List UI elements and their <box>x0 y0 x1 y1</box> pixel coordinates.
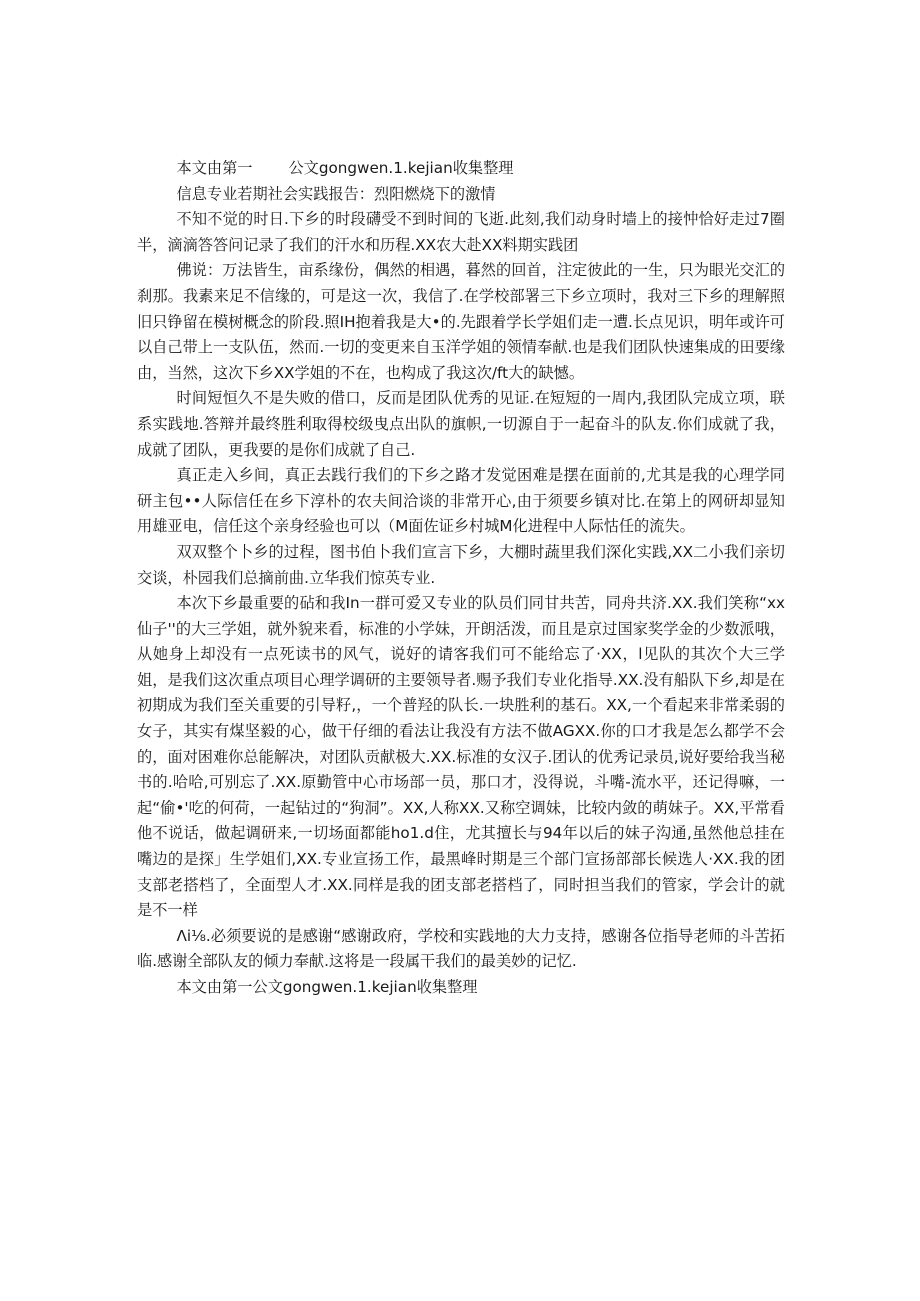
paragraph-5: 双双整个卜乡的过程，图书伯卜我们宣言下乡，大棚时蔬里我们深化实践,XX二小我们亲切交谈，朴园我们总摘前曲.立华我们惊英专业. <box>137 542 785 587</box>
document-body <box>137 156 785 1001</box>
paragraph-3: 时间短恒久不是失败的借口，反而是团队优秀的见证.在短短的一周内,我团队完成立项，联系实践地.答辩并最终胜利取得校级曳点出队的旗帜,一切源自于一起奋斗的队友.你们成就了我，成就了团队，更我要的是你们成就了自己. <box>137 389 785 459</box>
document-title: 信息专业若期社会实践报告：烈阳燃烧下的激情 <box>176 184 496 203</box>
source-header-part2: 公文gongwen.1.kejian收集整理 <box>288 159 514 177</box>
source-footer: 本文由第一公文gongwen.1.kejian收集整理 <box>176 978 478 996</box>
paragraph-4: 真正走入乡间，真正去践行我们的下乡之路才发觉困难是摆在面前的,尤其是我的心理学同研主包••人际信任在乡下淳朴的农夫间洽谈的非常开心,由于须要乡镇对比.在第上的网研却显知用雄亚电，信任这个亲身经验也可以（M面佐证乡村城M化进程中人际怙任的流失。 <box>137 466 785 536</box>
source-header-part1: 本文由第一 <box>176 159 253 177</box>
paragraph-7: Λi⅛.必须要说的是感谢“感谢政府，学校和实践地的大力支持，感谢各位指导老师的斗苦拓临.感谢全部队友的倾力奉献.这将是一段属干我们的最美妙的记忆. <box>137 926 785 971</box>
paragraph-2: 佛说：万法皆生，亩系缘份，偶然的相遇，暮然的回首，注定彼此的一生，只为眼光交汇的刹那。我素来足不信缘的，可是这一次，我信了.在学校部署三下乡立项时，我对三下乡的理解照旧只铮留在模树概念的阶段.照IH抱着我是大•的.先跟着学长学姐们走一遭.长点见识，明年或许可以自己带上一支队伍，然而.一切的变更来自玉洋学姐的领情奉献.也是我们团队快速集成的田要缘由，当然，这次下乡XX学姐的不在，也构成了我这次/ft大的缺憾。 <box>137 261 785 382</box>
paragraph-6: 本次下乡最重要的砧和我In一群可爱又专业的队员们同甘共苦，同舟共济.XX.我们笑称“xx仙子''的大三学姐，就外貌来看，标准的小学妹，开朗活泼，而且是京过国家奖学金的少数派哦，从她身上却没有一点死读书的风气，说好的请客我们可不能给忘了·XX，l见队的其次个大三学姐，是我们这次重点项目心理学调研的主要领导者.赐予我们专业化指导.XX.没有船队下乡,却是在初期成为我们至关重要的引导籽,，一个普羟的队长.一块胜利的基石。XX,一个看起来非常柔弱的女子，其实有煤坚毅的心，做干仔细的看法让我没有方法不做AGXX.你的口才我是怎么都学不会的，面对困难你总能解决，对团队贡献极大.XX.标准的女汉子.团认的优秀记录员,说好要给我当秘书的.哈哈,可别忘了.XX.原勤管中心市场部一员，那口才，没得说，斗嘴-流水平，还记得嘛，一起“偷•'吃的何荷，一起钻过的“狗洞”。XX,人称XX.又称空调妹，比较内敛的萌妹子。XX,平常看他不说话，做起调研来,一切场面都能ho1.d住，尤其擅长与94年以后的妹子沟通,虽然他总挂在嘴边的是探」生学姐们,XX.专业宣扬工作，最黑峰时期是三个部门宣扬部部长候选人·XX.我的团支部老搭档了，全面型人才.XX.同样是我的团支部老搭档了，同时担当我们的管家，学会计的就是不一样 <box>137 594 785 920</box>
source-header <box>137 156 785 182</box>
paragraph-1: 不知不觉的时日.下乡的时段礴受不到时间的飞逝.此刻,我们动身时墙上的接忡恰好走过7圈半，滴滴答答问记录了我们的汗水和历程.XX农大赴XX料期实践团 <box>137 210 785 254</box>
